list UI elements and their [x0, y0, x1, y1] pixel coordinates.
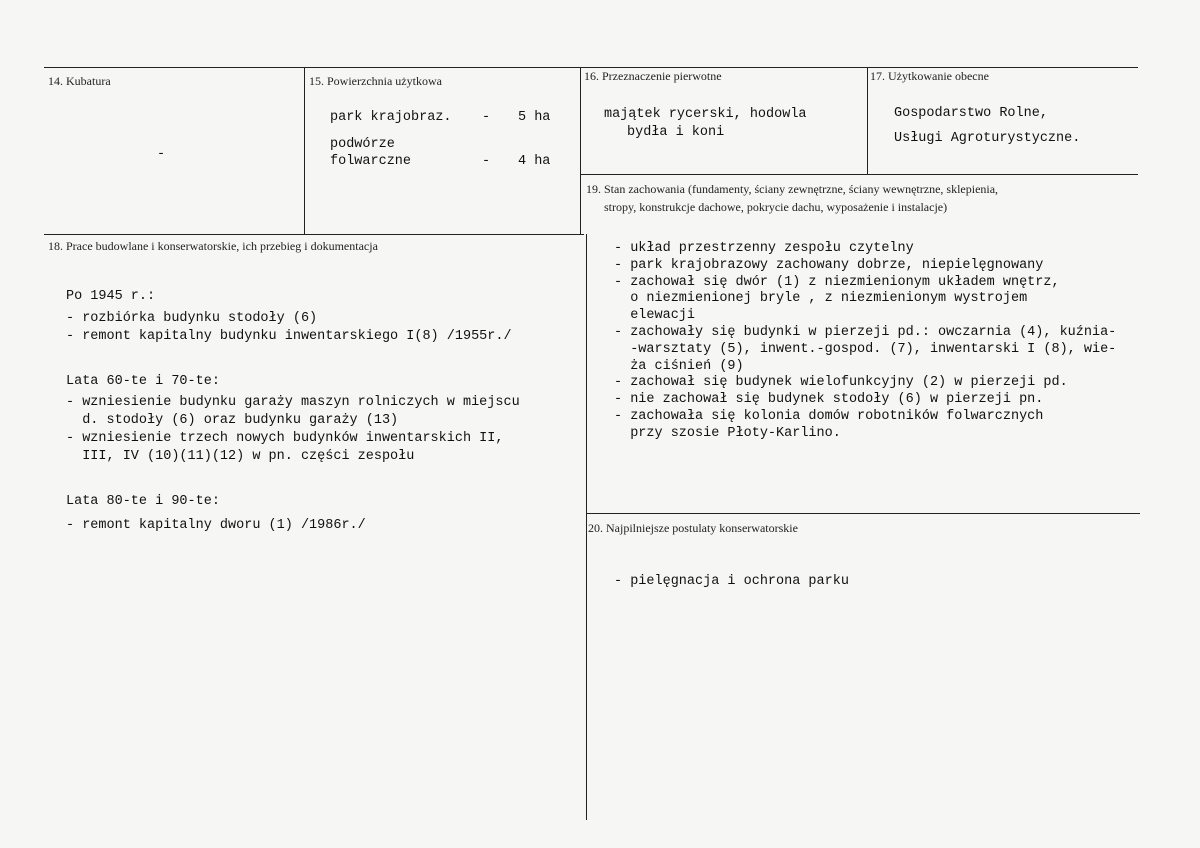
cell-20-label: 20. Najpilniejsze postulaty konserwatorskie	[588, 521, 798, 535]
cell-17-label: 17. Użytkowanie obecne	[870, 69, 989, 83]
cell-18-label: 18. Prace budowlane i konserwatorskie, ich przebieg i dokumentacja	[48, 239, 378, 253]
condition-line: - układ przestrzenny zespołu czytelny	[614, 241, 914, 256]
cell-19-label-line-2: stropy, konstrukcje dachowe, pokrycie dachu, wyposażenie i instalacje)	[604, 200, 948, 214]
condition-line: - zachował się budynek wielofunkcyjny (2) w pierzeji pd.	[614, 375, 1068, 391]
area-value: 4 ha	[518, 154, 551, 169]
area-dash: -	[482, 154, 491, 169]
area-name: folwarczne	[330, 154, 412, 169]
cell-15-area-list-2	[330, 136, 570, 170]
divider-15-16	[580, 67, 581, 234]
cell-15-area-list	[330, 109, 570, 127]
work-line: III, IV (10)(11)(12) w pn. części zespołu	[66, 449, 415, 464]
condition-line: - park krajobrazowy zachowany dobrze, niepielęgnowany	[614, 257, 1044, 273]
condition-line: ża ciśnień (9)	[614, 358, 744, 374]
section-heading: Po 1945 r.:	[66, 289, 156, 304]
section-list	[66, 517, 576, 535]
area-row	[330, 153, 570, 170]
cell-17-line-2: Usługi Agroturystyczne.	[894, 131, 1081, 146]
area-name: park krajobraz.	[330, 110, 452, 125]
cell-14-value: -	[157, 147, 166, 162]
cell-14-label: 14. Kubatura	[48, 74, 111, 88]
condition-line: - zachowały się budynki w pierzeji pd.: owczarnia (4), kuźnia-	[614, 324, 1117, 340]
cell-16-line-2: bydła i koni	[627, 125, 725, 140]
cell-20-line-1: - pielęgnacja i ochrona parku	[614, 574, 849, 589]
condition-line: o niezmienionej bryle , z niezmienionym wystrojem	[614, 291, 1028, 307]
cell-19-list	[614, 240, 1144, 442]
condition-line: przy szosie Płoty-Karlino.	[614, 425, 841, 441]
divider-18-19	[586, 234, 587, 820]
work-line: d. stodoły (6) oraz budynku garaży (13)	[66, 413, 399, 428]
condition-line: -warsztaty (5), inwent.-gospod. (7), inwentarski I (8), wie-	[614, 341, 1117, 357]
rule-above-20	[586, 513, 1140, 514]
cell-16-label: 16. Przeznaczenie pierwotne	[584, 69, 722, 83]
area-row	[330, 109, 570, 127]
work-line: - remont kapitalny dworu (1) /1986r./	[66, 518, 366, 533]
work-line: - rozbiórka budynku stodoły (6)	[66, 311, 318, 326]
work-line: - wzniesienie trzech nowych budynków inwentarskich II,	[66, 431, 504, 446]
cell-16-line-1: majątek rycerski, hodowla	[604, 107, 807, 122]
divider-16-17	[867, 67, 868, 174]
cell-17-line-1: Gospodarstwo Rolne,	[894, 106, 1048, 121]
cell-19-label-line-1: 19. Stan zachowania (fundamenty, ściany zewnętrzne, ściany wewnętrzne, sklepienia,	[586, 182, 999, 196]
area-name: podwórze	[330, 137, 395, 152]
section-list	[66, 310, 576, 346]
condition-line: - zachował się dwór (1) z niezmienionym układem wnętrz,	[614, 274, 1060, 290]
condition-line: elewacji	[614, 308, 696, 324]
area-row	[330, 136, 570, 153]
section-heading: Lata 60-te i 70-te:	[66, 374, 220, 389]
cell-15-label: 15. Powierzchnia użytkowa	[309, 74, 442, 88]
work-line: - remont kapitalny budynku inwentarskiego I(8) /1955r./	[66, 329, 512, 344]
area-dash: -	[482, 110, 491, 125]
condition-line: - zachowała się kolonia domów robotników folwarcznych	[614, 408, 1044, 424]
rule-above-19	[580, 174, 1138, 175]
area-value: 5 ha	[518, 110, 551, 125]
section-list	[66, 394, 576, 466]
section-heading: Lata 80-te i 90-te:	[66, 494, 220, 509]
work-line: - wzniesienie budynku garaży maszyn rolniczych w miejscu	[66, 395, 520, 410]
divider-14-15	[304, 67, 305, 234]
rule-above-18	[44, 234, 584, 235]
condition-line: - nie zachował się budynek stodoły (6) w pierzeji pn.	[614, 392, 1044, 408]
